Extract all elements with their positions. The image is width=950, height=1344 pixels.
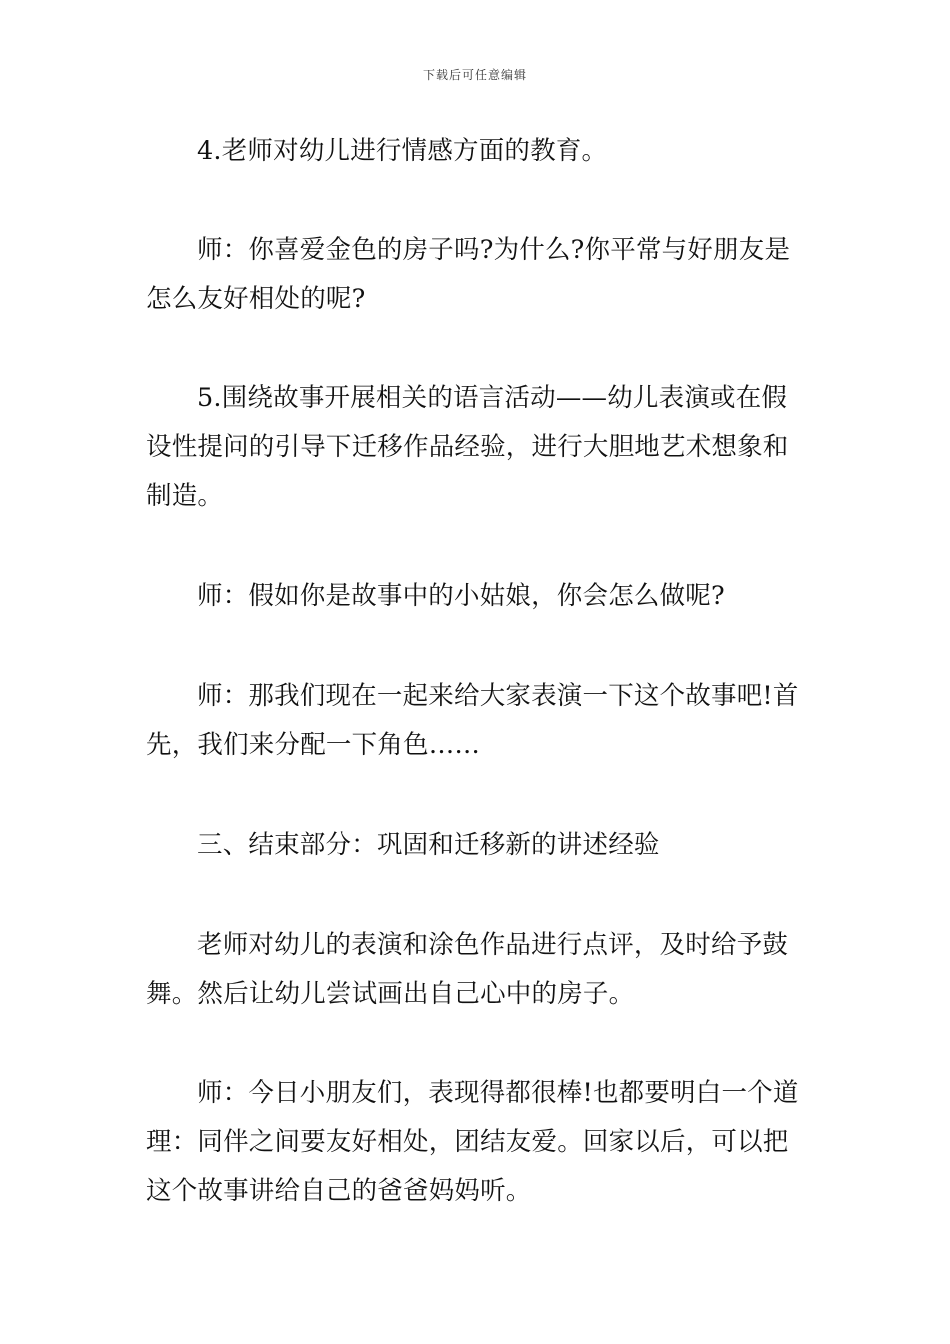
paragraph-4: 师：假如你是故事中的小姑娘，你会怎么做呢?: [197, 581, 725, 611]
paragraph-3: 5.围绕故事开展相关的语言活动——幼儿表演或在假设性提问的引导下迁移作品经验，进行大胆地艺术想象和制造。: [146, 383, 789, 511]
paragraph-2: 师：你喜爱金色的房子吗?为什么?你平常与好朋友是怎么友好相处的呢?: [146, 235, 791, 314]
paragraph-8: 师：今日小朋友们，表现得都很棒!也都要明白一个道理：同伴之间要友好相处，团结友爱。回家以后，可以把这个故事讲给自己的爸爸妈妈听。: [146, 1078, 799, 1206]
paragraph-1: 4.老师对幼儿进行情感方面的教育。: [197, 136, 608, 166]
paragraph-5: 师：那我们现在一起来给大家表演一下这个故事吧!首先，我们来分配一下角色……: [146, 681, 799, 760]
paragraph-7: 老师对幼儿的表演和涂色作品进行点评，及时给予鼓舞。然后让幼儿尝试画出自己心中的房子。: [146, 930, 789, 1009]
paragraph-6: 三、结束部分：巩固和迁移新的讲述经验: [197, 830, 660, 860]
header-note: 下载后可任意编辑: [422, 68, 527, 82]
